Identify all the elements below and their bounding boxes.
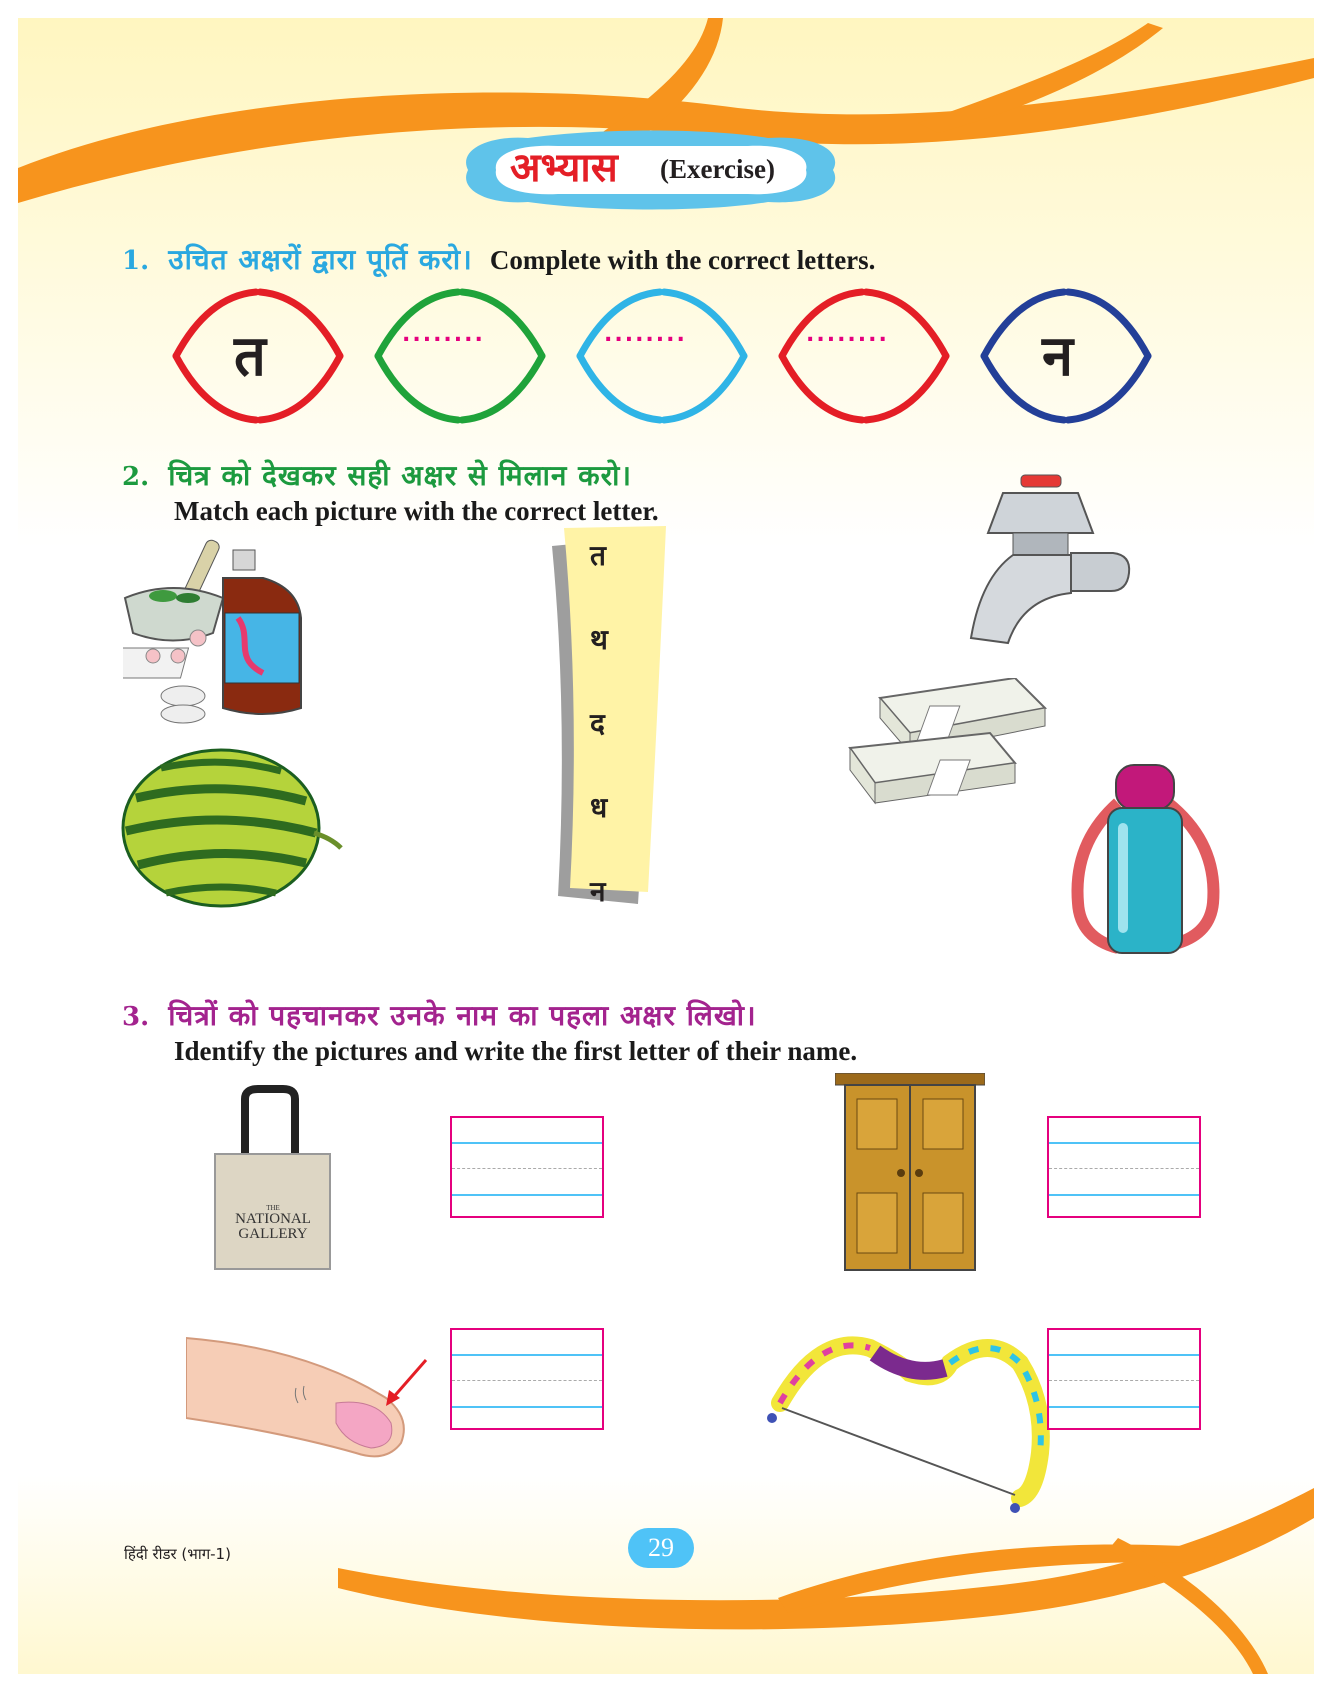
strip-letter[interactable]: त (590, 539, 606, 572)
q3-number: 3. (122, 1002, 150, 1032)
medicine-icon[interactable] (123, 538, 323, 728)
q1-heading (122, 240, 875, 278)
q1-cell[interactable] (774, 286, 954, 426)
q1-cell[interactable] (572, 286, 752, 426)
door-icon[interactable] (835, 1073, 985, 1273)
strip-letter[interactable]: द (590, 707, 605, 740)
bag-text-gallery: GALLERY (238, 1226, 308, 1242)
money-bundle-icon[interactable] (840, 678, 1050, 823)
q1-cell (976, 286, 1156, 426)
tap-icon[interactable] (953, 473, 1138, 648)
q1-cell[interactable] (370, 286, 550, 426)
watermelon-icon[interactable] (116, 743, 356, 913)
bag-text-the: THE (266, 1204, 280, 1212)
footer-book-title: हिंदी रीडर (भाग-1) (124, 1545, 231, 1563)
q1-cell (168, 286, 348, 426)
answer-box-door[interactable] (1047, 1116, 1201, 1218)
q1-cell-text: ........ (806, 322, 889, 347)
q2-instruction-hindi: चित्र को देखकर सही अक्षर से मिलान करो। (168, 459, 632, 492)
q1-letter-row (168, 286, 1178, 426)
q1-cell-text: त (234, 324, 266, 389)
q1-instruction-hindi: उचित अक्षरों द्वारा पूर्ति करो। (168, 243, 473, 276)
q1-cell-text: न (1042, 324, 1074, 389)
answer-box-bag[interactable] (450, 1116, 604, 1218)
strip-letter[interactable]: ध (590, 791, 608, 824)
page-number: 29 (628, 1528, 694, 1568)
strip-letter[interactable]: थ (590, 623, 608, 656)
worksheet-page (18, 18, 1314, 1674)
q2-instruction-english: Match each picture with the correct letter. (174, 496, 659, 526)
title-english: (Exercise) (660, 154, 775, 184)
strip-letter[interactable]: न (590, 875, 606, 908)
nail-icon[interactable] (186, 1318, 446, 1468)
q2-heading (122, 456, 632, 494)
q1-instruction-english: Complete with the correct letters. (489, 245, 876, 275)
q1-number: 1. (122, 246, 150, 276)
letter-strip (538, 526, 668, 906)
title-banner (448, 130, 848, 210)
q2-number: 2. (122, 462, 150, 492)
q3-instruction-hindi: चित्रों को पहचानकर उनके नाम का पहला अक्षर लिखो। (168, 999, 757, 1032)
bag-text-national: NATIONAL (235, 1211, 311, 1227)
q1-cell-text: ........ (402, 322, 485, 347)
bottom-swoosh-decoration (18, 1488, 1314, 1674)
q3-heading (122, 996, 757, 1034)
strip-letter-list (538, 526, 668, 906)
bow-icon[interactable] (760, 1323, 1090, 1518)
bag-icon[interactable] (213, 1084, 333, 1274)
water-bottle-icon[interactable] (1058, 763, 1228, 963)
answer-box-bow[interactable] (1047, 1328, 1201, 1430)
title-hindi: अभ्यास (510, 145, 618, 191)
q3-instruction-english: Identify the pictures and write the first letter of their name. (174, 1036, 858, 1066)
answer-box-nail[interactable] (450, 1328, 604, 1430)
q1-cell-text: ........ (604, 322, 687, 347)
